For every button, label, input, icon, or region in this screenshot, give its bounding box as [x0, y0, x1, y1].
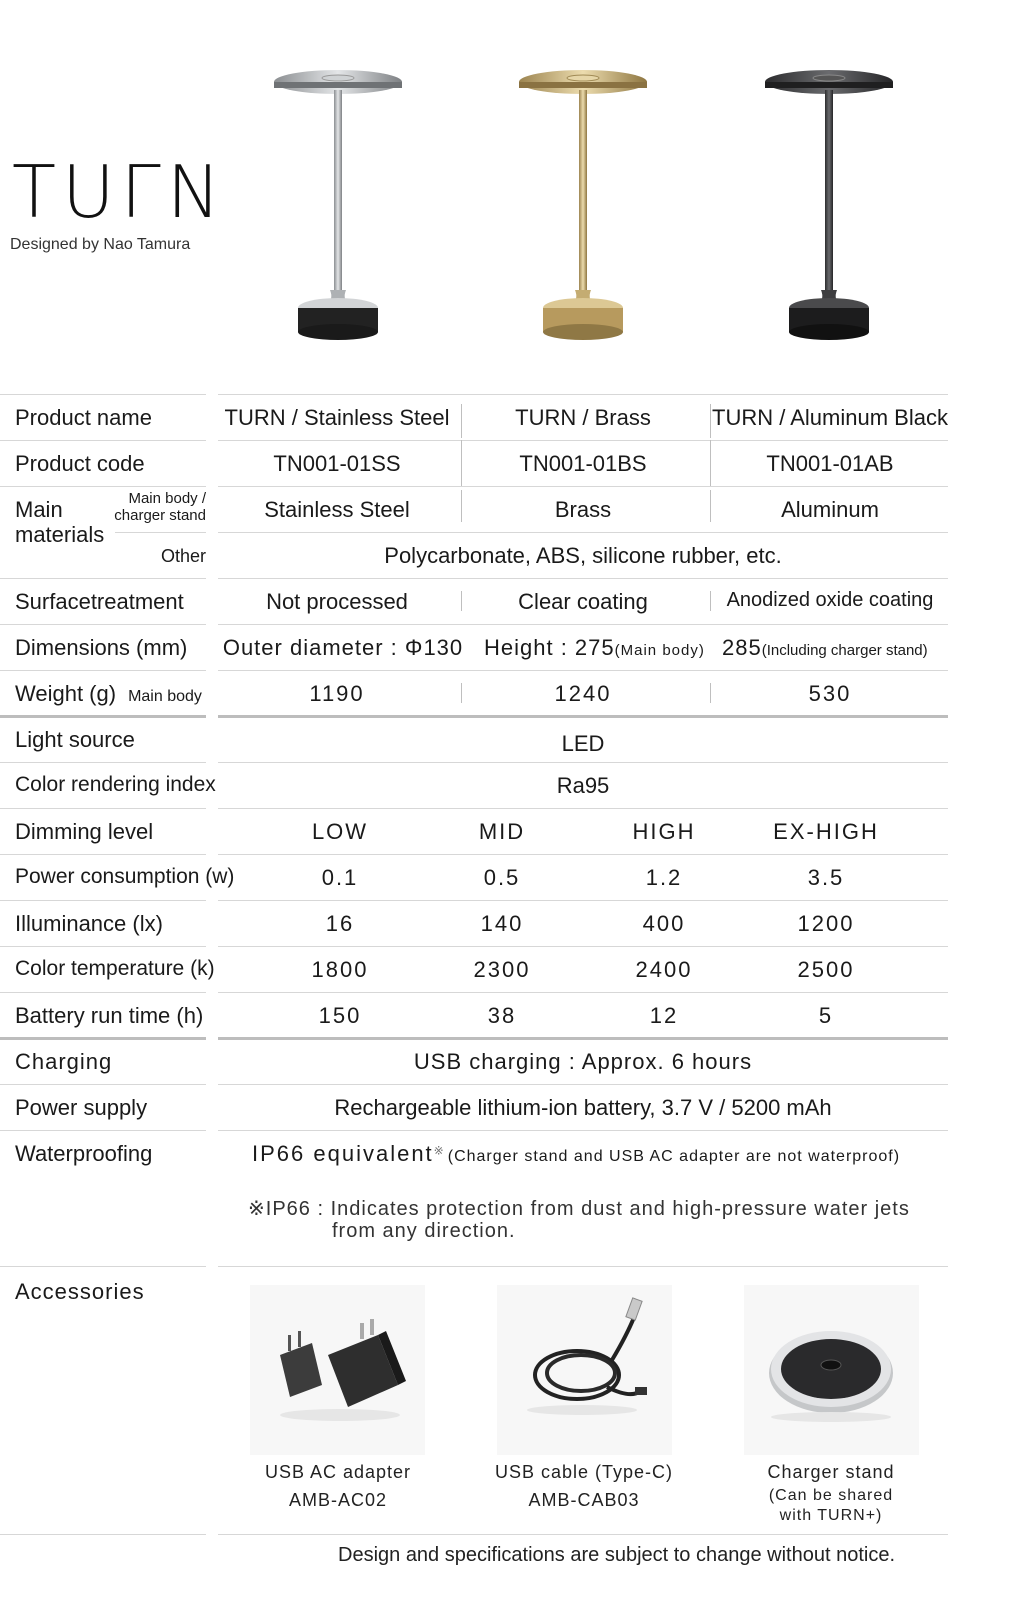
label-materials: materials	[15, 522, 105, 547]
label-cri: Color rendering index	[15, 773, 216, 796]
divider	[218, 1266, 948, 1267]
col-separator	[710, 591, 711, 611]
surface-ab: Anodized oxide coating	[726, 589, 934, 611]
color-temp-high: 2400	[635, 957, 693, 982]
label-weight-note: Main body	[128, 688, 202, 705]
cri-value: Ra95	[556, 773, 610, 798]
divider	[0, 624, 206, 625]
usb-cable-image	[497, 1285, 672, 1455]
label-main: Main	[15, 497, 63, 522]
illuminance-high: 400	[642, 911, 686, 936]
label-charger-stand: charger stand	[114, 507, 206, 524]
light-source-value: LED	[561, 731, 605, 756]
divider	[0, 1130, 206, 1131]
battery-exhigh: 5	[818, 1003, 834, 1028]
hero-section	[0, 0, 1014, 400]
dimension-height-note: (Main body)	[614, 642, 705, 659]
accessory-adapter-code: AMB-AC02	[288, 1490, 388, 1510]
material-other: Polycarbonate, ABS, silicone rubber, etc.	[384, 543, 782, 568]
label-other: Other	[160, 546, 206, 566]
label-product-name: Product name	[15, 405, 152, 430]
lamp-brass-image	[513, 60, 653, 350]
charger-stand-image	[744, 1285, 919, 1455]
label-light-source: Light source	[15, 727, 135, 752]
col-separator	[710, 490, 711, 522]
accessory-stand-name: Charger stand	[767, 1462, 895, 1482]
usb-ac-adapter-image	[250, 1285, 425, 1455]
color-temp-mid: 2300	[473, 957, 531, 982]
divider	[0, 440, 206, 441]
accessory-stand-note-2: with TURN+)	[779, 1507, 883, 1524]
dimension-outer: Outer diameter : Φ130	[222, 635, 464, 660]
label-surface: Surfacetreatment	[15, 589, 184, 614]
divider	[0, 900, 206, 901]
waterproof-note: (Charger stand and USB AC adapter are not waterproof)	[447, 1148, 901, 1165]
divider	[0, 578, 206, 579]
divider	[218, 900, 948, 901]
dimming-low: LOW	[311, 819, 369, 844]
illuminance-mid: 140	[480, 911, 524, 936]
material-ab: Aluminum	[781, 497, 879, 522]
lamp-stainless-image	[268, 60, 408, 350]
brand-logo: TUΓN	[12, 150, 227, 234]
label-waterproofing: Waterproofing	[15, 1141, 153, 1166]
footer-notice: Design and specifications are subject to change without notice.	[338, 1544, 896, 1566]
divider	[0, 1266, 206, 1267]
waterproof-rating: IP66 equivalent	[252, 1141, 434, 1166]
material-bs: Brass	[554, 497, 612, 522]
divider	[218, 440, 948, 441]
col-separator	[461, 591, 462, 611]
col-separator	[710, 404, 711, 438]
lamp-black-image	[759, 60, 899, 350]
power-low: 0.1	[321, 865, 359, 890]
battery-high: 12	[649, 1003, 679, 1028]
label-dimensions: Dimensions (mm)	[15, 635, 188, 660]
accessory-stand-note-1: (Can be shared	[768, 1487, 894, 1504]
divider	[0, 854, 206, 855]
label-charging: Charging	[15, 1049, 113, 1074]
dimension-stand	[722, 635, 928, 661]
label-weight	[15, 681, 202, 707]
accessory-cable-name: USB cable (Type-C)	[494, 1462, 674, 1482]
surface-bs: Clear coating	[518, 589, 648, 614]
section-divider	[218, 1037, 948, 1040]
ip66-note-line2: from any direction.	[332, 1220, 516, 1242]
illuminance-exhigh: 1200	[797, 911, 855, 936]
divider	[218, 394, 948, 395]
label-accessories: Accessories	[15, 1279, 145, 1304]
divider	[0, 1534, 206, 1535]
divider	[0, 992, 206, 993]
color-temp-exhigh: 2500	[797, 957, 855, 982]
designer-credit: Designed by Nao Tamura	[10, 236, 191, 253]
section-divider	[218, 715, 948, 718]
product-name-ab: TURN / Aluminum Black	[712, 405, 948, 430]
battery-mid: 38	[487, 1003, 517, 1028]
product-code-ss: TN001-01SS	[273, 451, 401, 476]
divider	[218, 1084, 948, 1085]
label-dimming: Dimming level	[15, 819, 154, 844]
label-product-code: Product code	[15, 451, 145, 476]
divider	[115, 532, 206, 533]
col-separator	[461, 440, 462, 486]
surface-ss: Not processed	[266, 589, 408, 614]
power-high: 1.2	[645, 865, 683, 890]
divider	[218, 762, 948, 763]
battery-low: 150	[318, 1003, 362, 1028]
divider	[218, 486, 948, 487]
weight-bs: 1240	[554, 681, 612, 706]
ip66-note-line1: ※IP66 : Indicates protection from dust and high-pressure water jets	[248, 1198, 910, 1220]
product-name-bs: TURN / Brass	[515, 405, 651, 430]
power-mid: 0.5	[483, 865, 521, 890]
label-main-body: Main body /	[128, 490, 206, 507]
divider	[0, 486, 206, 487]
section-divider	[0, 1037, 206, 1040]
label-main-body-stand	[100, 490, 206, 524]
divider	[218, 670, 948, 671]
divider	[218, 946, 948, 947]
waterproof-mark: ※	[433, 1143, 444, 1158]
weight-ss: 1190	[309, 681, 365, 706]
divider	[218, 1130, 948, 1131]
dimension-height-value: Height : 275	[484, 635, 615, 660]
divider	[218, 578, 948, 579]
col-separator	[461, 404, 462, 438]
col-separator	[710, 683, 711, 703]
col-separator	[461, 683, 462, 703]
illuminance-low: 16	[325, 911, 355, 936]
divider	[0, 394, 206, 395]
weight-ab: 530	[808, 681, 852, 706]
divider	[218, 624, 948, 625]
label-color-temp: Color temperature (k)	[15, 957, 215, 980]
dimming-mid: MID	[478, 819, 526, 844]
dimension-height	[484, 635, 705, 661]
divider	[218, 532, 948, 533]
divider	[0, 762, 206, 763]
divider	[0, 670, 206, 671]
col-separator	[461, 490, 462, 522]
label-weight-text: Weight (g)	[15, 681, 117, 706]
waterproof-value	[252, 1141, 900, 1167]
accessory-cable-caption	[474, 1458, 694, 1514]
product-name-ss: TURN / Stainless Steel	[224, 405, 450, 430]
label-illuminance: Illuminance (lx)	[15, 911, 163, 936]
material-ss: Stainless Steel	[264, 497, 410, 522]
accessory-adapter-name: USB AC adapter	[264, 1462, 412, 1482]
dimming-high: HIGH	[632, 819, 696, 844]
divider	[0, 808, 206, 809]
divider	[218, 854, 948, 855]
charging-value: USB charging : Approx. 6 hours	[413, 1049, 753, 1074]
label-power-supply: Power supply	[15, 1095, 148, 1120]
col-separator	[710, 440, 711, 486]
power-exhigh: 3.5	[807, 865, 845, 890]
color-temp-low: 1800	[311, 957, 369, 982]
divider	[0, 946, 206, 947]
dimming-exhigh: EX-HIGH	[773, 819, 879, 844]
product-code-ab: TN001-01AB	[766, 451, 894, 476]
dimension-stand-note: (Including charger stand)	[761, 642, 928, 659]
accessory-stand-caption	[720, 1458, 942, 1526]
divider	[218, 992, 948, 993]
label-battery: Battery run time (h)	[15, 1003, 204, 1028]
divider	[218, 808, 948, 809]
accessory-adapter-caption	[228, 1458, 448, 1514]
divider	[0, 1084, 206, 1085]
dimension-stand-value: 285	[722, 635, 762, 660]
power-supply-value: Rechargeable lithium-ion battery, 3.7 V / 5200 mAh	[334, 1095, 832, 1120]
accessory-cable-code: AMB-CAB03	[528, 1490, 640, 1510]
section-divider	[0, 715, 206, 718]
divider	[218, 1534, 948, 1535]
label-power: Power consumption (w)	[15, 865, 235, 888]
product-code-bs: TN001-01BS	[519, 451, 647, 476]
